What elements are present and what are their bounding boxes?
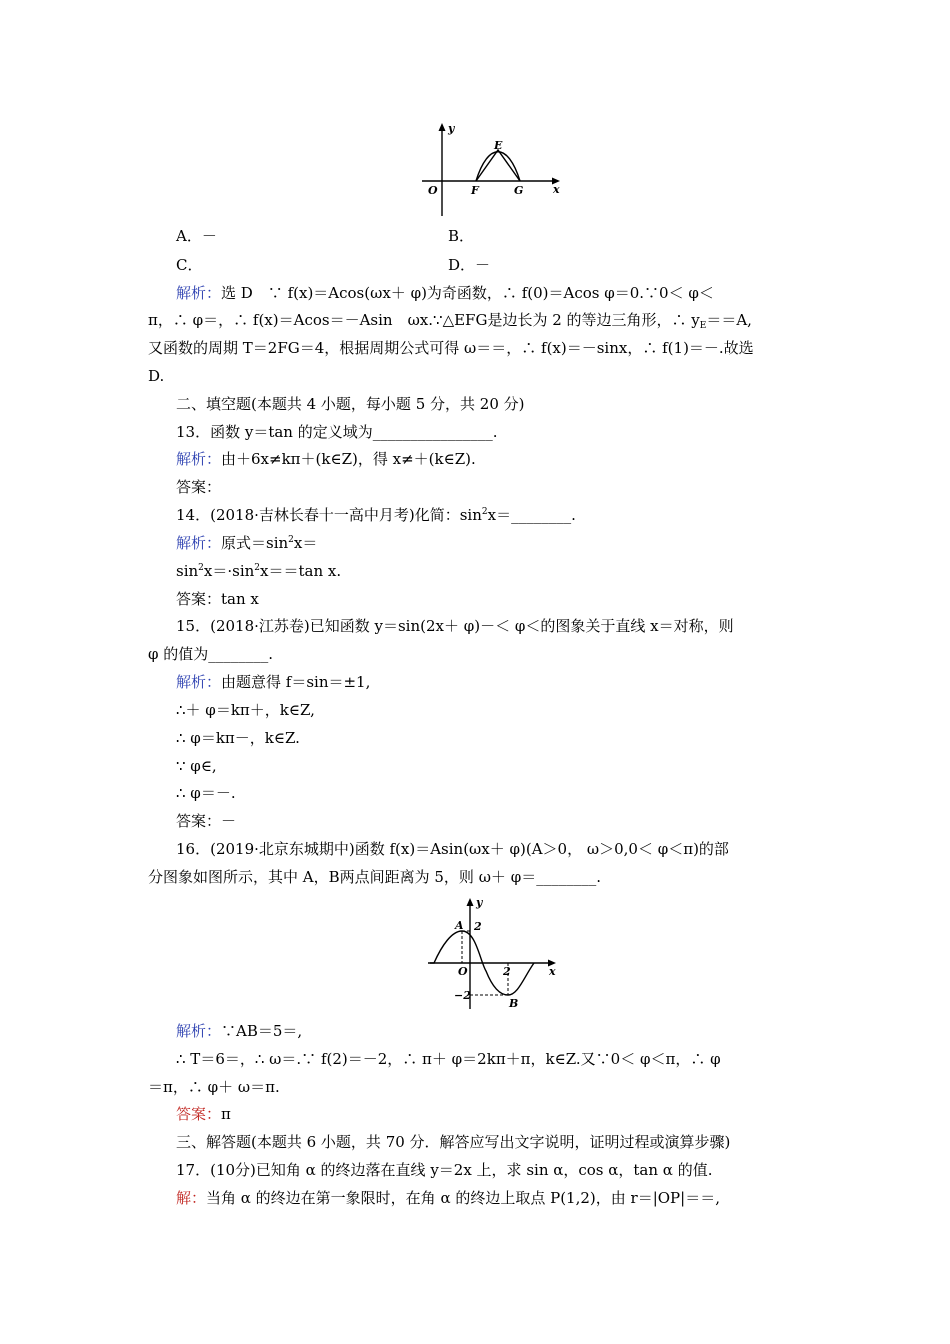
fig2-label-2x: 2	[503, 965, 511, 978]
q14-analysis-sup: 2	[288, 535, 294, 545]
q12-analysis-text2: π，∴ φ＝，∴ f(x)＝Acos＝－Asin ωx.∵△EFG是边长为 2 的等边三角形，∴ y	[148, 311, 700, 329]
q12-option-b: B．	[448, 227, 475, 245]
q14-line2-b: x＝·sin	[203, 562, 255, 580]
q12-analysis-text1: 选 D ∵ f(x)＝Acos(ωx＋ φ)为奇函数，∴ f(0)＝Acos φ＝0.∵0＜ φ＜	[221, 284, 714, 302]
analysis-label: 解析：	[176, 450, 222, 468]
solution-label: 解：	[176, 1189, 207, 1207]
analysis-label: 解析：	[176, 673, 222, 691]
fig1-label-y: y	[448, 122, 455, 135]
q15-analysis-line5: ∴ φ＝－.	[176, 784, 236, 802]
q13-answer: 答案：	[176, 478, 222, 496]
figure-triangle-curve	[418, 120, 568, 220]
fig1-label-g: G	[514, 184, 524, 197]
q14-analysis-post: x＝	[293, 534, 318, 552]
q16-analysis-line2: ∴ T＝6＝，∴ ω＝.∵ f(2)＝－2，∴ π＋ φ＝2kπ＋π，k∈Z.又∵0＜ φ＜π，∴ φ	[176, 1050, 721, 1068]
section2-heading: 二、填空题(本题共 4 小题，每小题 5 分，共 20 分)	[176, 395, 525, 413]
analysis-label: 解析：	[176, 1022, 222, 1040]
fig1-label-e: E	[494, 139, 503, 152]
q14-question-post: x＝________.	[487, 506, 576, 524]
q15-analysis-text1: 由题意得 f＝sin＝±1,	[221, 673, 371, 691]
q14-line2-sup1: 2	[198, 563, 204, 573]
analysis-label: 解析：	[176, 284, 222, 302]
fig2-label-x: x	[549, 965, 556, 978]
q16-question-line2: 分图象如图所示，其中 A，B两点间距离为 5，则 ω＋ φ＝________.	[148, 868, 601, 886]
q14-answer: 答案：tan x	[176, 590, 259, 608]
q15-analysis-line1	[176, 672, 370, 692]
q16-analysis-line1	[176, 1021, 302, 1041]
q12-analysis-line1	[176, 283, 714, 303]
q14-question-sup: 2	[481, 507, 488, 517]
fig2-label-neg2: −2	[454, 989, 471, 1002]
q14-question-pre: 14．(2018·吉林长春十一高中月考)化简：sin	[176, 506, 482, 524]
q15-analysis-line2: ∴＋ φ＝kπ＋，k∈Z,	[176, 701, 315, 719]
figure-sine-wave	[424, 893, 564, 1013]
q13-analysis	[176, 449, 476, 469]
q12-analysis-line4: D.	[148, 367, 165, 385]
q12-analysis-text2-tail: ＝＝A,	[706, 311, 752, 329]
q12-analysis-line2	[148, 310, 752, 330]
fig1-label-o: O	[428, 184, 438, 197]
analysis-label: 解析：	[176, 534, 222, 552]
q15-analysis-line4: ∵ φ∈,	[176, 757, 217, 775]
q12-option-c: C．	[176, 256, 203, 274]
q14-line2-c: x＝＝tan x.	[260, 562, 342, 580]
section3-heading: 三、解答题(本题共 6 小题，共 70 分．解答应写出文字说明，证明过程或演算步骤)	[176, 1133, 731, 1151]
fig2-label-2y: 2	[474, 920, 482, 933]
q16-analysis-line3: ＝π，∴ φ＋ ω＝π.	[148, 1078, 280, 1096]
answer-label: 答案：	[176, 1105, 222, 1123]
q15-question-line1: 15．(2018·江苏卷)已知函数 y＝sin(2x＋ φ)－＜ φ＜的图象关于直线 x＝对称，则	[176, 617, 734, 635]
q16-answer	[176, 1104, 231, 1124]
q14-line2-a: sin	[176, 562, 199, 580]
q16-answer-text: π	[221, 1105, 231, 1123]
y-axis-arrow	[467, 898, 474, 906]
q15-answer: 答案：－	[176, 812, 237, 830]
q16-question-line1: 16．(2019·北京东城期中)函数 f(x)＝Asin(ωx＋ φ)(A＞0， ω＞0,0＜ φ＜π)的部	[176, 840, 729, 858]
q14-line2-sup2: 2	[254, 563, 261, 573]
q14-analysis	[176, 533, 317, 553]
q15-analysis-line3: ∴ φ＝kπ－，k∈Z.	[176, 729, 300, 747]
q12-option-d: D．－	[448, 256, 491, 274]
y-axis-arrow	[439, 123, 446, 131]
q14-analysis-line2	[176, 561, 341, 581]
q14-question	[176, 505, 576, 525]
q17-solution	[176, 1188, 720, 1208]
fig2-label-b: B	[509, 997, 519, 1010]
q13-analysis-text: 由＋6x≠kπ＋(k∈Z)，得 x≠＋(k∈Z).	[221, 450, 476, 468]
fig2-label-y: y	[476, 896, 483, 909]
q17-solution-text: 当角 α 的终边在第一象限时，在角 α 的终边上取点 P(1,2)，由 r＝|OP|＝＝,	[206, 1189, 720, 1207]
fig2-label-o: O	[458, 965, 468, 978]
q16-analysis-text1: ∵AB＝5＝,	[221, 1022, 303, 1040]
q12-option-a: A．－	[176, 227, 217, 245]
q14-analysis-pre: 原式＝sin	[221, 534, 289, 552]
fig1-label-f: F	[471, 184, 479, 197]
q13-question: 13．函数 y＝tan 的定义域为________________.	[176, 423, 498, 441]
fig1-label-x: x	[553, 183, 560, 196]
q17-question: 17．(10分)已知角 α 的终边落在直线 y＝2x 上，求 sin α，cos α，tan α 的值.	[176, 1161, 713, 1179]
sine-arch	[476, 152, 520, 181]
fig2-label-a: A	[455, 919, 464, 932]
q12-subscript-e: E	[699, 321, 707, 331]
q15-question-line2: φ 的值为________.	[148, 645, 274, 663]
q12-analysis-line3: 又函数的周期 T＝2FG＝4，根据周期公式可得 ω＝＝，∴ f(x)＝－sinx，∴ f(1)＝－.故选	[148, 339, 754, 357]
